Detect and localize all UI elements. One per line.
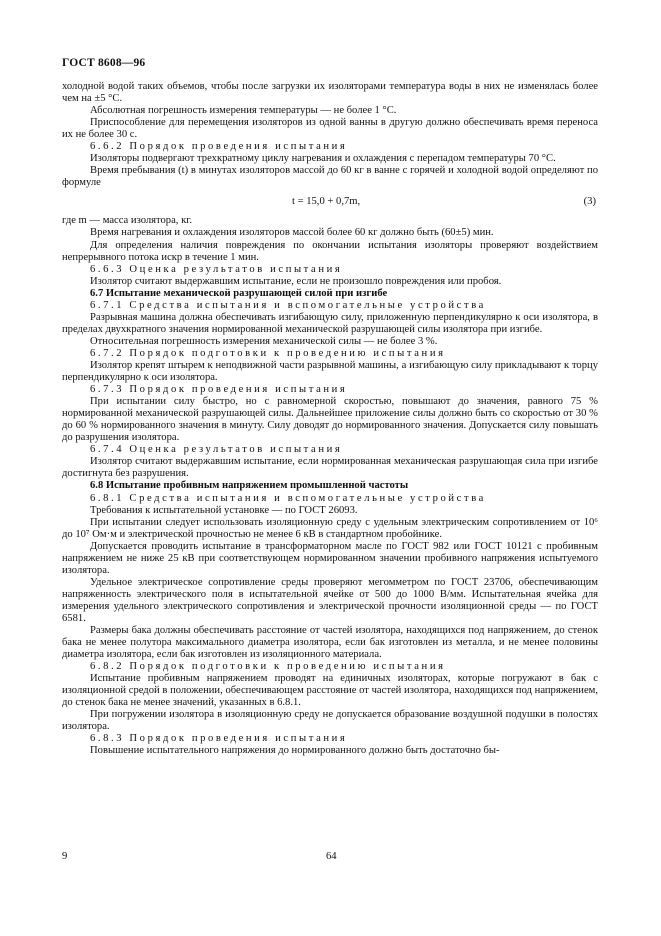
paragraph: При испытании следует использовать изоляционную среду с удельным электрическим сопротивлением от 10⁶ до 10⁷ Ом·м и электрической прочностью не менее 6 кВ в стандартном пробойнике. — [62, 516, 598, 540]
section-heading: 6.8.2 Порядок подготовки к проведению испытания — [90, 661, 446, 673]
paragraph: Для определения наличия повреждения по окончании испытания изоляторы проверяют воздействием непрерывного потока искр в течение 1 мин. — [62, 239, 598, 263]
document-header-title: ГОСТ 8608—96 — [62, 57, 146, 69]
paragraph: Допускается проводить испытание в трансформаторном масле по ГОСТ 982 или ГОСТ 10121 с пробивным напряжением не ниже 25 кВ при соответствующем нормированном значении пробивного напряжения испытуемого изолятора. — [62, 540, 598, 576]
paragraph: холодной водой таких объемов, чтобы после загрузки их изоляторами температура воды в них не изменялась более чем на ±5 °С. — [62, 81, 598, 105]
paragraph: При погружении изолятора в изоляционную среду не допускается образование воздушной подушки в полостях изолятора. — [62, 709, 598, 733]
paragraph: Абсолютная погрешность измерения температуры — не более 1 °С. — [90, 105, 397, 117]
paragraph: Удельное электрическое сопротивление среды проверяют мегомметром по ГОСТ 23706, обеспечивающим напряженность электрического поля в испытательной ячейке от 500 до 1000 В/мм. Испытательная ячейка для измерения удельного электрического сопротивления и электрической прочности изоляционной среды — по ГОСТ 6581. — [62, 576, 598, 624]
paragraph: Изолятор считают выдержавшим испытание, если не произошло повреждения или пробоя. — [90, 275, 502, 287]
section-heading: 6.7.2 Порядок подготовки к проведению испытания — [90, 347, 446, 359]
paragraph: Относительная погрешность измерения механической силы — не более 3 %. — [90, 335, 438, 347]
paragraph: где m — масса изолятора, кг. — [62, 215, 193, 227]
section-heading-bold: 6.8 Испытание пробивным напряжением промышленной частоты — [90, 480, 409, 492]
paragraph: Размеры бака должны обеспечивать расстояние от частей изолятора, находящихся под напряжением, до стенок бака не менее полутора максимального диаметра изолятора, если бак изготовлен из металла, и не менее половины диаметра изолятора, если бак изготовлен из изоляционного материала. — [62, 625, 598, 661]
footer-page-left: 9 — [62, 851, 68, 862]
formula-number: (3) — [583, 196, 596, 208]
formula-block — [62, 190, 598, 214]
section-heading: 6.7.4 Оценка результатов испытания — [90, 444, 343, 456]
paragraph: Приспособление для перемещения изоляторов из одной ванны в другую должно обеспечивать время переноса их не более 30 с. — [62, 117, 598, 141]
paragraph: Разрывная машина должна обеспечивать изгибающую силу, приложенную перпендикулярно к оси изолятора, в пределах двухкратного значения нормированной механической разрушающей силы изолятора при изгибе. — [62, 311, 598, 335]
section-heading: 6.6.2 Порядок проведения испытания — [90, 141, 348, 153]
paragraph: Требования к испытательной установке — по ГОСТ 26093. — [90, 504, 358, 516]
paragraph: Изолятор крепят штырем к неподвижной части разрывной машины, а изгибающую силу прикладывают к торцу перпендикулярно к оси изолятора. — [62, 359, 598, 384]
formula-expression: t = 15,0 + 0,7m, — [292, 196, 361, 208]
paragraph: Изолятор считают выдержавшим испытание, если нормированная механическая разрушающая сила при изгибе достигнута без разрушения. — [62, 456, 598, 480]
paragraph: Повышение испытательного напряжения до нормированного должно быть достаточно бы- — [90, 745, 500, 757]
paragraph: Изоляторы подвергают трехкратному циклу нагревания и охлаждения с перепадом температуры 70 °С. — [90, 153, 556, 165]
paragraph: Испытание пробивным напряжением проводят на единичных изоляторах, которые погружают в бак с изоляционной средой в положении, обеспечивающем расстояние от частей изолятора, находящихся под напряжением, до стенок бака не менее значений, указанных в 6.8.1. — [62, 673, 598, 709]
section-heading: 6.7.1 Средства испытания и вспомогательные устройства — [90, 299, 486, 311]
footer-page-number: 64 — [326, 851, 337, 862]
paragraph: Время нагревания и охлаждения изоляторов массой более 60 кг должно быть (60±5) мин. — [90, 227, 494, 239]
section-heading: 6.8.3 Порядок проведения испытания — [90, 733, 348, 745]
paragraph: Время пребывания (t) в минутах изоляторов массой до 60 кг в ванне с горячей и холодной водой определяют по формуле — [62, 165, 598, 189]
section-heading: 6.8.1 Средства испытания и вспомогательные устройства — [90, 492, 486, 504]
paragraph: При испытании силу быстро, но с равномерной скоростью, повышают до значения, равного 75 % нормированной механической разрушающей силы. Дальнейшее приложение силы должно быть со скоростью от 30 % до 60 % нормированного значения в минуту. Силу доводят до нормированного значения. Допускается силу повышать до разрушения изолятора. — [62, 396, 598, 444]
section-heading: 6.6.3 Оценка результатов испытания — [90, 263, 343, 275]
section-heading: 6.7.3 Порядок проведения испытания — [90, 384, 348, 396]
section-heading-bold: 6.7 Испытание механической разрушающей силой при изгибе — [90, 287, 388, 299]
document-body — [62, 81, 598, 758]
